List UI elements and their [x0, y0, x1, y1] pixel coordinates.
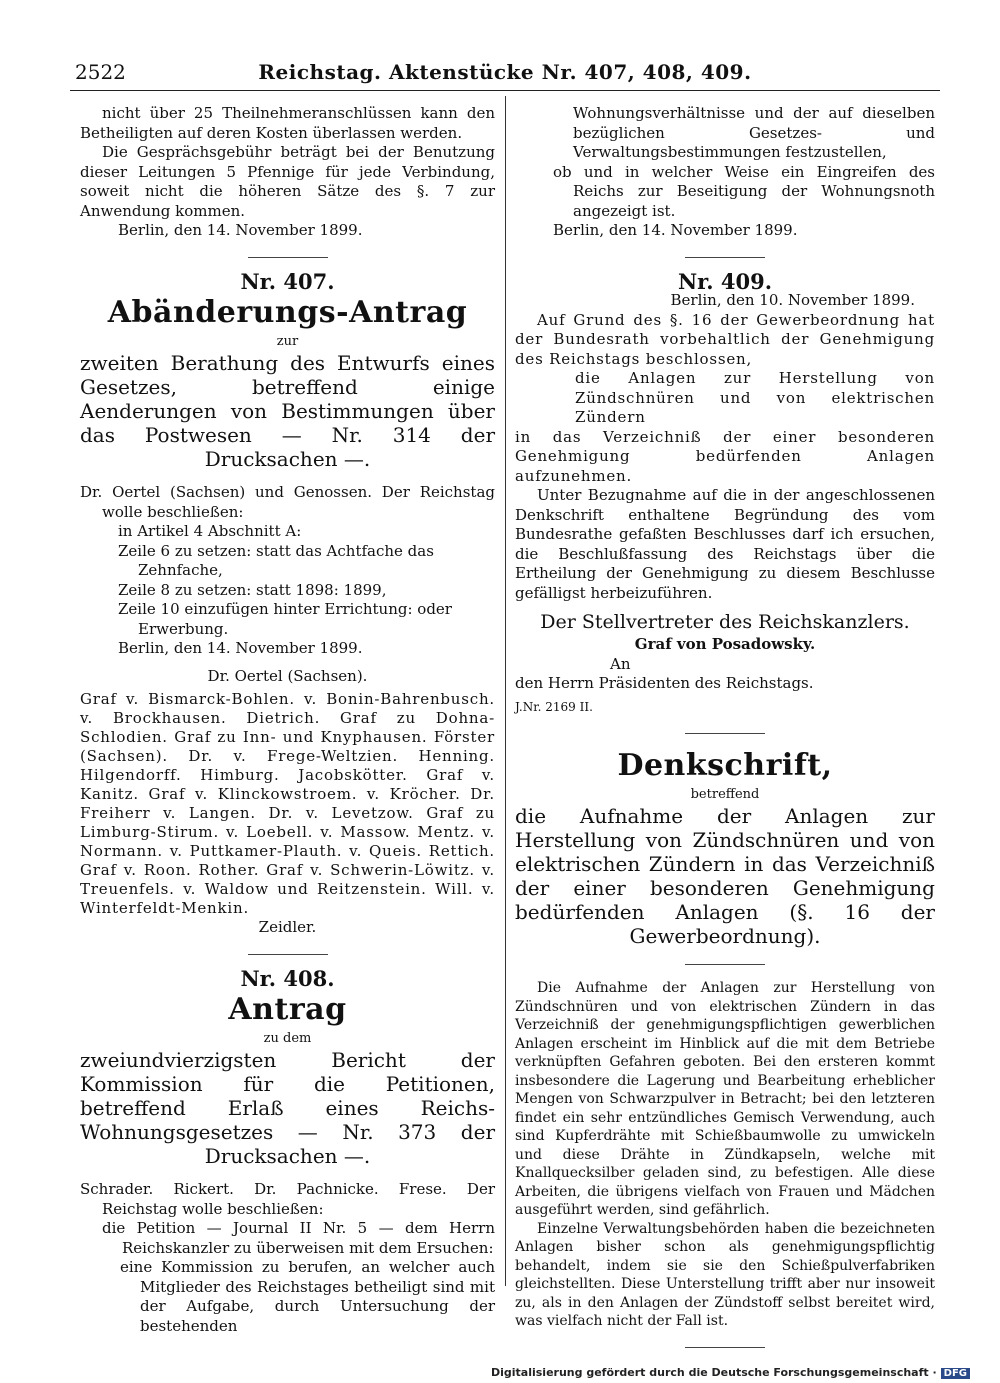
nr407-zeile10: Zeile 10 einzufügen hinter Errichtung: oder Erwerbung. [118, 600, 452, 638]
nr409-p2: die Anlagen zur Herstellung von Zündschnüren und von elektrischen Zündern [575, 369, 935, 426]
section-rule [685, 1347, 765, 1348]
right-date-1: Berlin, den 14. November 1899. [553, 221, 798, 239]
nr407-artikel: in Artikel 4 Abschnitt A: [118, 522, 302, 540]
denkschrift-betreffend: betreffend [690, 787, 760, 802]
nr407-title: Abänderungs-Antrag [107, 295, 468, 330]
nr407-last-name: Zeidler. [258, 918, 317, 936]
left-cont-2: Die Gesprächsgebühr beträgt bei der Benutzung dieser Leitungen 5 Pfennige für jede Verbindung, soweit nicht die höheren Sätze des §. 7 zur Anwendung kommen. [80, 143, 495, 220]
nr407-zur: zur [276, 334, 299, 349]
running-title: Reichstag. Aktenstücke Nr. 407, 408, 409. [258, 60, 752, 84]
left-date-1: Berlin, den 14. November 1899. [118, 221, 363, 239]
nr409-jnr: J.Nr. 2169 II. [515, 699, 593, 714]
nr409-stellvertreter: Der Stellvertreter des Reichskanzlers. [540, 611, 910, 633]
nr408-kommission: eine Kommission zu berufen, an welcher auch Mitglieder des Reichstages betheiligt sind mit der Aufgabe, durch Untersuchung der bestehenden [120, 1258, 495, 1335]
right-cont-1: Wohnungsverhältnisse und der auf dieselben bezüglichen Gesetzes- und Verwaltungsbestimmungen festzustellen, [573, 104, 935, 161]
nr409-p1: Auf Grund des §. 16 der Gewerbeordnung hat der Bundesrath vorbehaltlich der Genehmigung des Reichstags beschlossen, [515, 310, 935, 368]
nr408-zudem: zu dem [263, 1031, 312, 1046]
section-rule [248, 257, 328, 258]
column-divider [505, 96, 506, 1286]
nr407-signer: Dr. Oertel (Sachsen). [207, 666, 368, 685]
section-rule [685, 733, 765, 734]
page-header [70, 60, 940, 91]
footer [491, 1366, 970, 1379]
left-cont-1: nicht über 25 Theilnehmeranschlüssen kann den Betheiligten auf deren Kosten überlassen werden. [80, 104, 495, 142]
nr407-date: Berlin, den 14. November 1899. [118, 639, 363, 657]
nr407-names: Graf v. Bismarck-Bohlen. v. Bonin-Bahrenbusch. v. Brockhausen. Dietrich. Graf zu Dohna-Schlodien. Graf zu Inn- und Knyphausen. Förster (Sachsen). Dr. v. Frege-Weltzien. Henning. Hilgendorff. Himburg. Jacobskötter. Graf v. Kanitz. Graf v. Klinckowstroem. v. Kröcher. Dr. Freiherr v. Langen. Dr. v. Levetzow. Graf zu Limburg-Stirum. v. Loebell. v. Massow. Mentz. v. Normann. v. Puttkamer-Plauth. v. Queis. Rettich. Graf v. Roon. Rother. Graf v. Schwerin-Löwitz. v. Treuenfels. v. Waldow und Reitzenstein. Will. v. Winterfeldt-Menkin. [80, 690, 495, 917]
dfg-logo: DFG [941, 1368, 970, 1379]
left-column [80, 104, 495, 1336]
nr409-p3: in das Verzeichniß der einer besonderen Genehmigung bedürfenden Anlagen aufzunehmen. [515, 427, 935, 485]
nr408-subtitle: zweiundvierzigsten Bericht der Kommission für die Petitionen, betreffend Erlaß eines Reichs-Wohnungsgesetzes — Nr. 373 der Drucksachen —. [80, 1048, 495, 1168]
nr408-number: Nr. 408. [240, 965, 335, 991]
section-rule [248, 954, 328, 955]
nr407-number: Nr. 407. [240, 268, 335, 294]
denkschrift-p2: Einzelne Verwaltungsbehörden haben die bezeichneten Anlagen bisher schon als genehmigungspflichtig behandelt, indem sie sie den Schießpulverfabriken gleichstellten. Diese Unterstellung trifft aber nur insoweit zu, als in den Anlagen der Zündstoff selbst bereitet wird, was vielfach nicht der Fall ist. [515, 1220, 935, 1329]
nr409-p4: Unter Bezugnahme auf die in der angeschlossenen Denkschrift enthaltene Begründung des vom Bundesrathe gefaßten Beschlusses darf ich ersuchen, die Beschlußfassung des Reichstags über die Ertheilung der Genehmigung zu diesem Beschlusse gefälligst herbeizuführen. [515, 486, 935, 602]
nr409-date: Berlin, den 10. November 1899. [670, 291, 915, 309]
right-cont-2: ob und in welcher Weise ein Eingreifen des Reichs zur Beseitigung der Wohnungsnoth angezeigt ist. [553, 162, 935, 220]
right-column [515, 104, 935, 1362]
nr409-herrn: den Herrn Präsidenten des Reichstags. [515, 674, 814, 692]
denkschrift-title: Denkschrift, [617, 748, 833, 783]
denkschrift-p1: Die Aufnahme der Anlagen zur Herstellung von Zündschnüren und von elektrischen Zündern in das Verzeichniß der genehmigungspflichtigen gewerblichen Anlagen erscheint im Hinblick auf die mit dem Betriebe verknüpften Gefahren geboten. Bei den ersteren kommt insbesondere die Lagerung und Bearbeitung erheblicher Mengen von Schwarzpulver in Betracht; bei den letzteren findet ein sehr entzündliches Gemisch Verwendung, auch sind Kupferdrähte mit Schießbaumwolle zu umwickeln und diese Drähte in Zündkapseln, welche mit Knallquecksilber geladen sind, zu befestigen. Alle diese Arbeiten, die übrigens vielfach von Frauen und Mädchen ausgeführt werden, sind gefährlich. [515, 980, 935, 1218]
nr407-subtitle: zweiten Berathung des Entwurfs eines Gesetzes, betreffend einige Aenderungen von Bestimmungen über das Postwesen — Nr. 314 der Drucksachen —. [80, 351, 495, 471]
footer-text: Digitalisierung gefördert durch die Deutsche Forschungsgemeinschaft · [490, 1366, 937, 1379]
page-number: 2522 [75, 60, 126, 84]
section-rule [685, 964, 765, 965]
nr408-title: Antrag [228, 992, 347, 1027]
nr409-number: Nr. 409. [677, 268, 773, 294]
nr407-zeile6: Zeile 6 zu setzen: statt das Achtfache das Zehnfache, [118, 541, 434, 579]
nr408-petition: die Petition — Journal II Nr. 5 — dem Herrn Reichskanzler zu überweisen mit dem Ersuchen: [102, 1219, 495, 1257]
nr407-intro: Dr. Oertel (Sachsen) und Genossen. Der Reichstag wolle beschließen: [80, 483, 495, 521]
section-rule [685, 257, 765, 258]
nr409-graf: Graf von Posadowsky. [634, 635, 816, 653]
nr408-intro: Schrader. Rickert. Dr. Pachnicke. Frese. Der Reichstag wolle beschließen: [80, 1180, 495, 1218]
nr407-zeile8: Zeile 8 zu setzen: statt 1898: 1899, [118, 580, 387, 599]
denkschrift-subtitle: die Aufnahme der Anlagen zur Herstellung von Zündschnüren und von elektrischen Zündern in das Verzeichniß der einer besonderen Genehmigung bedürfenden Anlagen (§. 16 der Gewerbeordnung). [515, 804, 935, 948]
nr409-an: An [610, 654, 631, 673]
